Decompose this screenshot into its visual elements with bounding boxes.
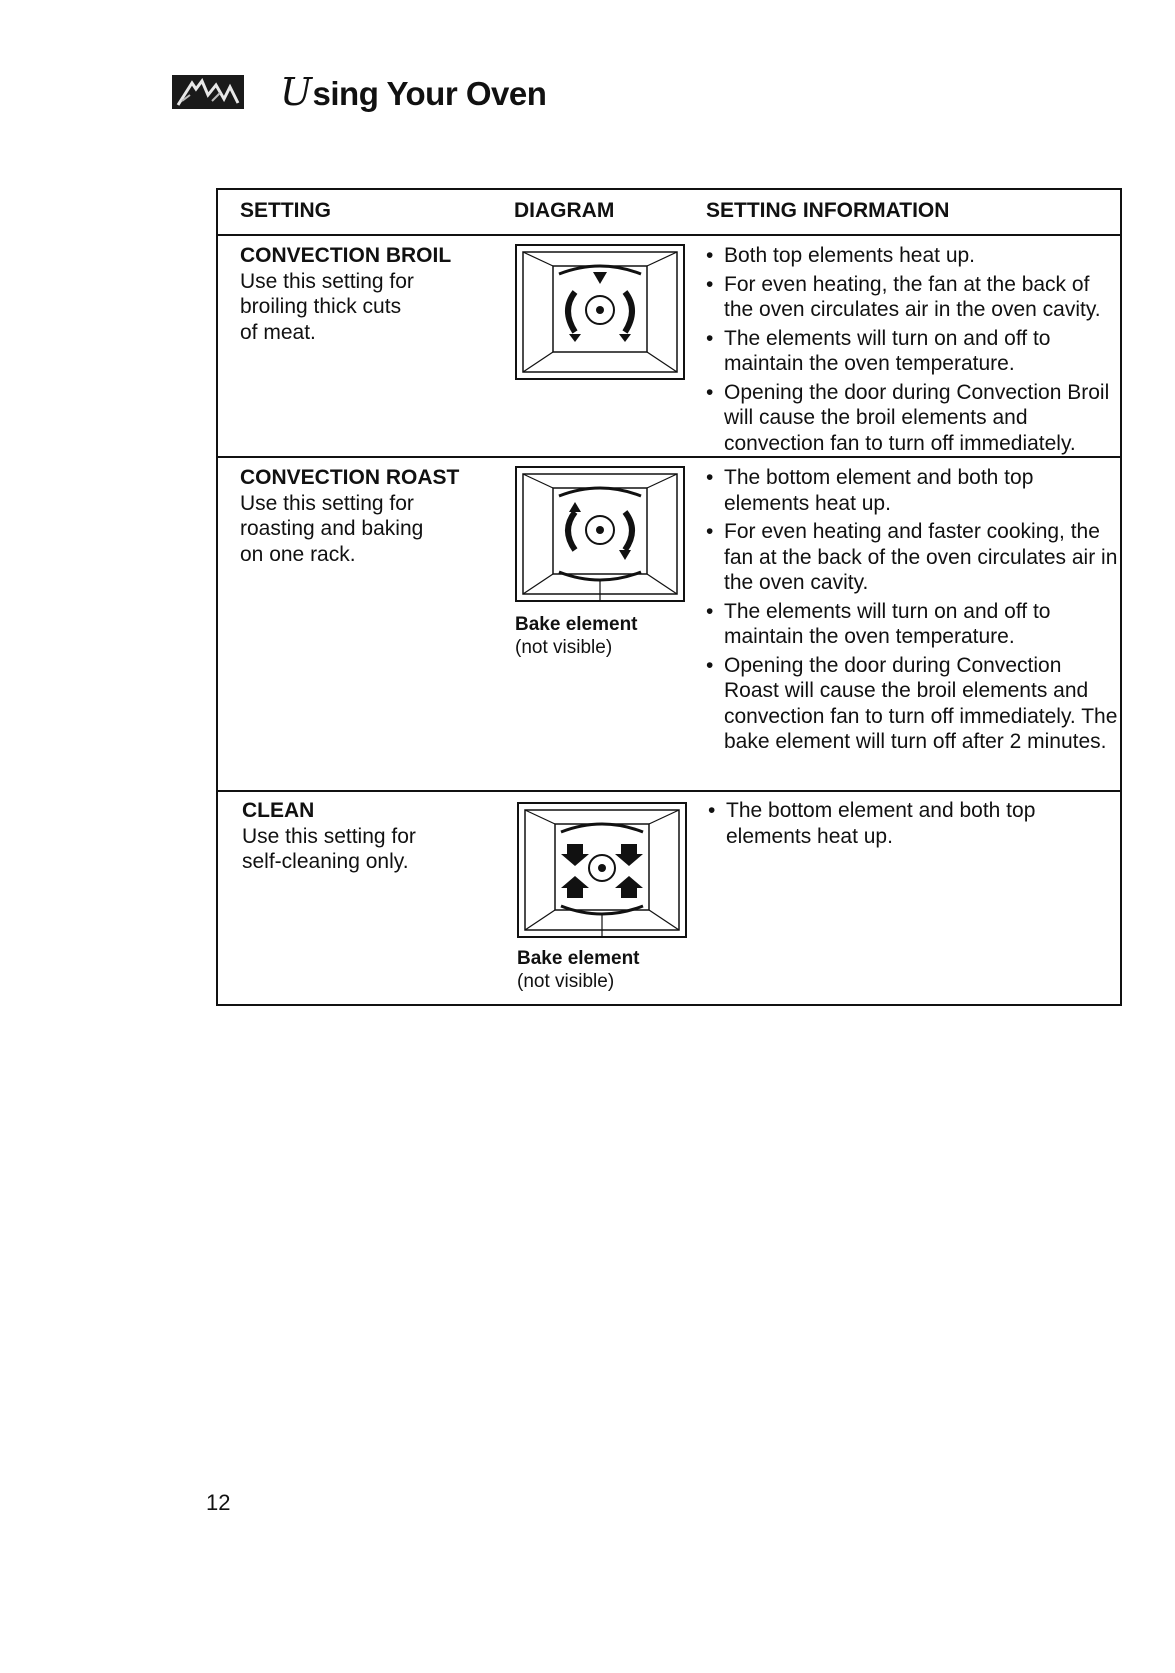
caption-bake-element: Bake element [515,613,638,635]
setting-desc-line: Use this setting for [240,269,414,293]
info-bullet: • For even heating and faster cooking, the fan at the back of the oven circulates air in the oven cavity. [706,519,1120,596]
setting-desc-line: Use this setting for [240,491,414,515]
page-number: 12 [206,1490,231,1515]
setting-name: CONVECTION BROIL [240,244,452,267]
setting-cell [240,243,500,345]
information-cell [706,465,1120,758]
table-row-convection-broil [218,234,1122,458]
setting-desc-line: broiling thick cuts [240,295,402,318]
setting-name: CONVECTION ROAST [240,466,460,489]
setting-desc-line: self-cleaning only. [242,850,409,873]
info-bullet: • The bottom element and both top elements heat up. [706,465,1120,516]
convection-broil-diagram [515,244,685,387]
setting-desc-line: Use this setting for [242,824,416,848]
info-bullet: • For even heating, the fan at the back of the oven circulates air in the oven cavity. [706,272,1116,323]
column-header-diagram: DIAGRAM [514,199,615,222]
column-header-setting: SETTING [240,199,332,222]
table-header [218,190,1122,236]
setting-cell [242,798,502,875]
information-cell [706,243,1116,459]
diagram-caption [515,613,685,659]
oven-diagram-icon [515,244,685,380]
oven-diagram-icon [517,802,687,938]
info-bullet: • Opening the door during Convection Broil will cause the broil elements and convection fan to turn off immediately. [706,380,1116,457]
table-row-convection-roast [218,456,1122,792]
setting-desc-line: on one rack. [240,542,356,566]
setting-desc-line: roasting and baking [240,517,424,540]
page-header [172,70,546,114]
info-bullet: • The elements will turn on and off to maintain the oven temperature. [706,326,1116,377]
info-bullet: • The bottom element and both top elements heat up. [708,798,1118,849]
caption-bake-element: Bake element [517,947,640,969]
oven-logo-icon [172,75,244,109]
information-cell [708,798,1118,852]
clean-diagram [517,802,687,993]
info-bullet: • The elements will turn on and off to maintain the oven temperature. [706,599,1120,650]
diagram-caption [517,947,687,993]
column-header-information: SETTING INFORMATION [706,199,950,222]
setting-desc-line: of meat. [240,320,316,344]
setting-name: CLEAN [242,799,315,822]
settings-table [216,188,1122,1006]
caption-not-visible: (not visible) [515,636,613,658]
page-title: Using Your Oven [280,70,547,114]
convection-roast-diagram [515,466,685,659]
oven-diagram-icon [515,466,685,602]
table-row-clean [218,790,1122,1004]
info-bullet: • Opening the door during Convection Roast will cause the broil elements and convection fan to turn off immediately. The bake element will turn off after 2 minutes. [706,653,1120,755]
caption-not-visible: (not visible) [517,970,615,992]
info-bullet: • Both top elements heat up. [706,243,1116,269]
setting-cell [240,465,500,567]
